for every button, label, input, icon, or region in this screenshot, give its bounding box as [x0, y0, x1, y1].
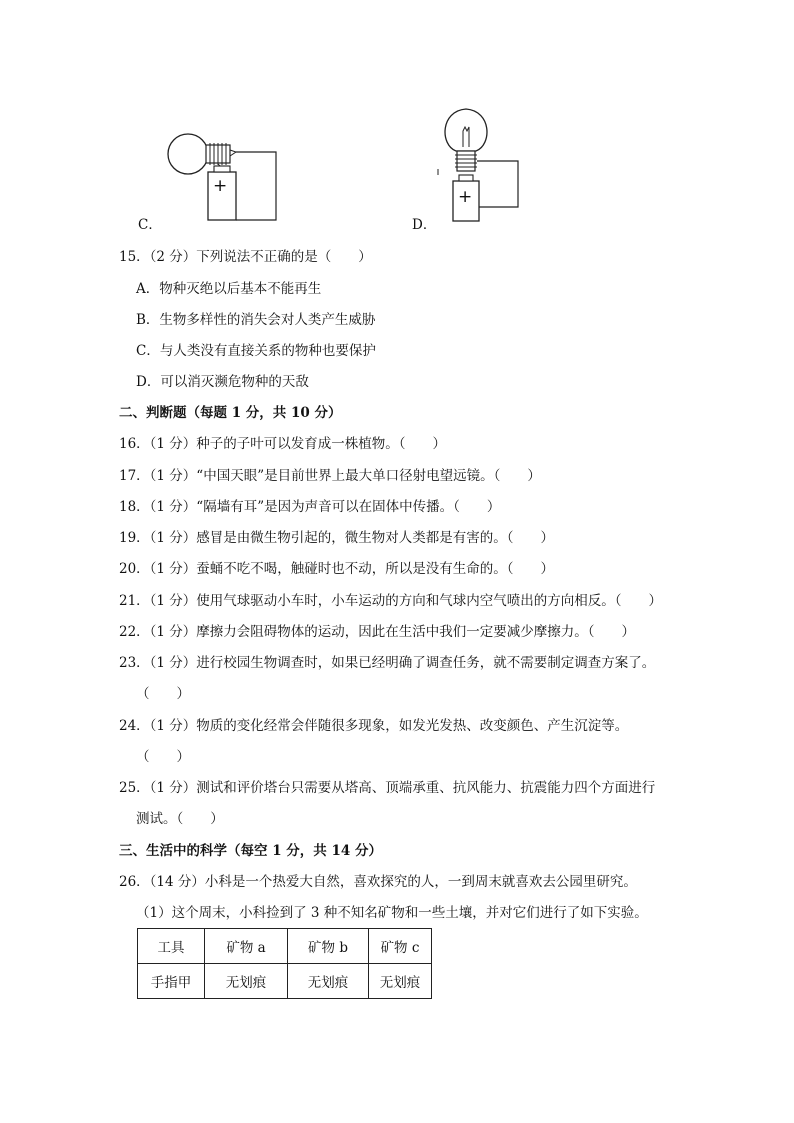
option-c-label: C．	[138, 217, 162, 233]
table-row	[138, 964, 432, 999]
section3-heading: 三、生活中的科学（每空 1 分，共 14 分）	[119, 843, 382, 859]
mineral-scratch-table	[137, 928, 432, 999]
battery-d-plus: +	[458, 187, 473, 207]
table-header-row	[138, 929, 432, 964]
q15-stem: 15．（2 分）下列说法不正确的是（ ）	[119, 249, 372, 265]
q23-line1: 23．（1 分）进行校园生物调查时，如果已经明确了调查任务，就不需要制定调查方案了。	[119, 655, 656, 671]
q25-line1: 25．（1 分）测试和评价塔台只需要从塔高、顶端承重、抗风能力、抗震能力四个方面进行	[119, 780, 656, 796]
q18: 18．（1 分）“隔墙有耳”是因为声音可以在固体中传播。（ ）	[119, 499, 501, 515]
q16: 16．（1 分）种子的子叶可以发育成一株植物。（ ）	[119, 436, 447, 452]
q15-option-c: C．与人类没有直接关系的物种也要保护	[136, 343, 376, 359]
q24-line1: 24．（1 分）物质的变化经常会伴随很多现象，如发光发热、改变颜色、产生沉淀等。	[119, 718, 629, 734]
option-d-label: D．	[412, 217, 437, 233]
table-header-cell: 矿物 a	[205, 929, 288, 964]
q21: 21．（1 分）使用气球驱动小车时，小车运动的方向和气球内空气喷出的方向相反。（ ）	[119, 593, 663, 609]
section2-heading: 二、判断题（每题 1 分，共 10 分）	[119, 405, 342, 421]
table-cell: 无划痕	[205, 964, 288, 999]
figure-d-circuit	[436, 105, 536, 225]
q26-sub1: （1）这个周末，小科捡到了 3 种不知名矿物和一些土壤，并对它们进行了如下实验。	[136, 905, 648, 921]
table-header-cell: 矿物 b	[288, 929, 369, 964]
table-header-cell: 工具	[138, 929, 205, 964]
table-cell: 无划痕	[288, 964, 369, 999]
q25-line2: 测试。（ ）	[136, 811, 224, 827]
circuit-d-diagram	[436, 105, 536, 225]
q17: 17．（1 分）“中国天眼”是目前世界上最大单口径射电望远镜。（ ）	[119, 468, 541, 484]
table-cell: 手指甲	[138, 964, 205, 999]
bulb-c-icon	[168, 134, 208, 174]
q22: 22．（1 分）摩擦力会阻碍物体的运动，因此在生活中我们一定要减少摩擦力。（ ）	[119, 624, 636, 640]
q15-option-a: A．物种灭绝以后基本不能再生	[136, 281, 322, 297]
q15-option-d: D．可以消灭濒危物种的天敌	[136, 374, 309, 390]
q19: 19．（1 分）感冒是由微生物引起的，微生物对人类都是有害的。（ ）	[119, 530, 555, 546]
table-cell: 无划痕	[369, 964, 432, 999]
q23-line2: （ ）	[136, 686, 190, 702]
q20: 20．（1 分）蚕蛹不吃不喝，触碰时也不动，所以是没有生命的。（ ）	[119, 561, 555, 577]
q15-option-b: B．生物多样性的消失会对人类产生威胁	[136, 312, 376, 328]
q26-stem: 26．（14 分）小科是一个热爱大自然，喜欢探究的人，一到周末就喜欢去公园里研究。	[119, 874, 637, 890]
battery-c-plus: +	[213, 176, 228, 196]
q24-line2: （ ）	[136, 749, 190, 765]
table-header-cell: 矿物 c	[369, 929, 432, 964]
figure-c-circuit	[150, 128, 290, 224]
